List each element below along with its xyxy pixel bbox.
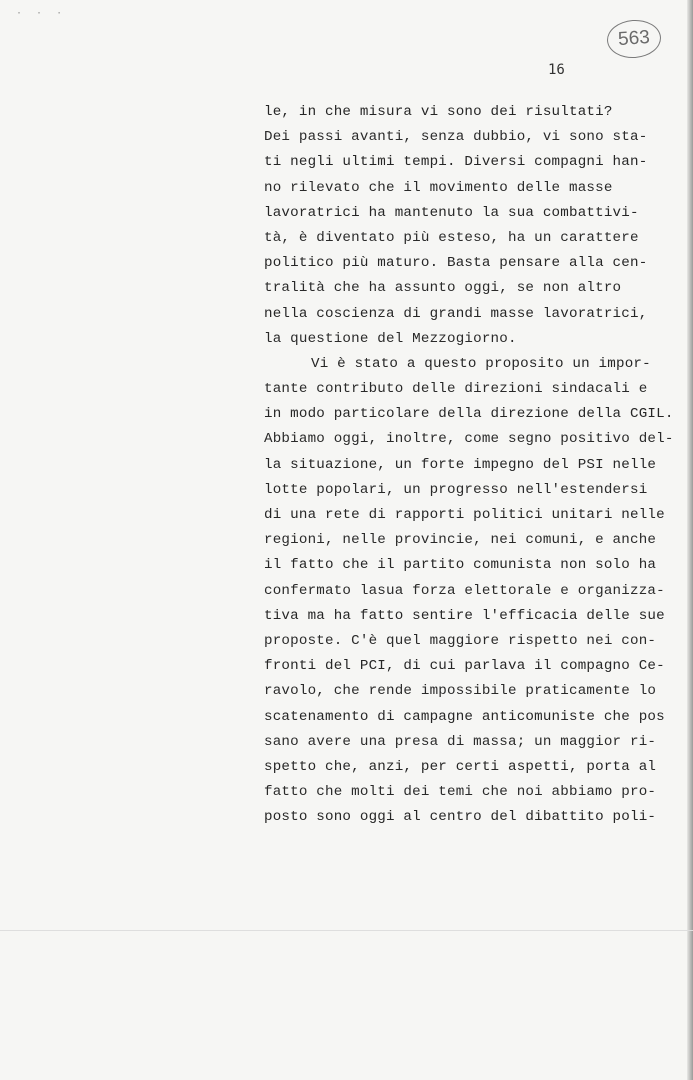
text-line: lavoratrici ha mantenuto la sua combattivi- — [264, 204, 639, 221]
text-line: il fatto che il partito comunista non solo ha — [264, 557, 657, 574]
text-line: tralità che ha assunto oggi, se non altro — [264, 280, 622, 297]
text-line: di una rete di rapporti politici unitari nelle — [264, 507, 665, 523]
text-line: proposte. C'è quel maggiore rispetto nei con- — [264, 632, 657, 649]
scan-specks: · · · — [16, 8, 67, 19]
text-line: confermato lasua forza elettorale e organizza- — [264, 582, 665, 599]
text-line: posto sono oggi al centro del dibattito poli- — [264, 809, 657, 826]
text-line: in modo particolare della direzione della CGIL. — [264, 406, 674, 423]
archive-stamp-number: 563 — [617, 26, 651, 51]
text-line: lotte popolari, un progresso nell'estendersi — [264, 481, 648, 498]
text-line: Dei passi avanti, senza dubbio, vi sono sta- — [264, 129, 648, 146]
text-line: le, in che misura vi sono dei risultati? — [264, 104, 613, 120]
text-line: la questione del Mezzogiorno. — [264, 330, 517, 347]
text-line: spetto che, anzi, per certi aspetti, porta al — [264, 758, 657, 775]
text-line: nella coscienza di grandi masse lavoratrici, — [264, 305, 648, 322]
text-line: scatenamento di campagne anticomuniste che pos — [264, 708, 665, 725]
text-line: ravolo, che rende impossibile praticamente lo — [264, 683, 657, 700]
text-line: tante contributo delle direzioni sindacali e — [264, 381, 648, 398]
text-line: no rilevato che il movimento delle masse — [264, 179, 613, 196]
text-line: ti negli ultimi tempi. Diversi compagni han- — [264, 154, 648, 171]
text-line: Abbiamo oggi, inoltre, come segno positivo del- — [264, 431, 674, 448]
text-line: politico più maturo. Basta pensare alla cen- — [264, 255, 648, 272]
typed-text-body — [264, 100, 684, 830]
archive-stamp — [606, 18, 663, 60]
text-line: sano avere una presa di massa; un maggior ri- — [264, 733, 657, 750]
text-line: tà, è diventato più esteso, ha un carattere — [264, 229, 639, 246]
text-line: fronti del PCI, di cui parlava il compagno Ce- — [264, 658, 665, 675]
text-line-paragraph-start: Vi è stato a questo proposito un impor- — [311, 355, 651, 372]
text-line: la situazione, un forte impegno del PSI nelle — [264, 456, 657, 473]
text-line: tiva ma ha fatto sentire l'efficacia delle sue — [264, 607, 665, 624]
text-line: fatto che molti dei temi che noi abbiamo pro- — [264, 784, 657, 801]
page-number: 16 — [548, 62, 565, 78]
text-line: regioni, nelle provincie, nei comuni, e anche — [264, 532, 657, 549]
